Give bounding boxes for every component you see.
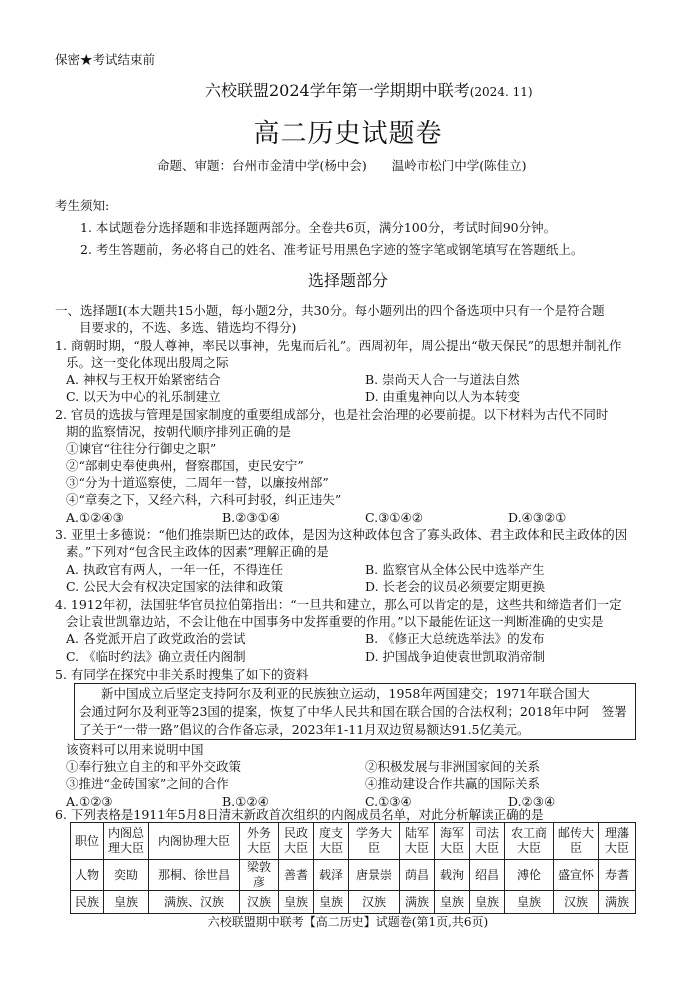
table-cell: 满族	[599, 891, 636, 914]
question-3-stem: 素。”下列对“包含民主政体的因素”理解正确的是	[66, 544, 329, 559]
table-header-row	[71, 823, 636, 860]
q5-option-b: B.①②④	[222, 794, 269, 809]
q3-option-d: D. 长老会的议员必须要定期更换	[365, 579, 546, 594]
q3-option-a: A. 执政官有两人，一年一任，不得连任	[66, 562, 283, 577]
q5-source-text: 了关于“一带一路”倡议的合作备忘录，2023年1-11月双边贸易额达91.5亿美元。	[79, 722, 530, 737]
exam-title	[205, 78, 533, 101]
q5-source-text: 新中国成立后坚定支持阿尔及利亚的民族独立运动，1958年两国建交；1971年联合国大	[101, 686, 590, 701]
q5-source-text: 会通过阿尔及利亚等23国的提案，恢复了中华人民共和国在联合国的合法权利；2018年中阿 签署	[79, 704, 627, 719]
q4-option-d: D. 护国战争迫使袁世凯取消帝制	[365, 649, 546, 664]
table-cell: 那桐、徐世昌	[149, 860, 240, 891]
notice-item: 1. 本试题卷分选择题和非选择题两部分。全卷共6页，满分100分，考试时间90分钟。	[80, 220, 557, 235]
table-cell: 司法大臣	[470, 823, 505, 860]
table-cell: 梁敦彦	[240, 860, 279, 891]
exam-date: (2024. 11)	[469, 85, 533, 99]
question-4-stem: 4. 1912年初，法国驻华官员拉伯第指出：“一旦共和建立，那么可以肯定的是，这些共和缔造者们一定	[55, 597, 622, 612]
table-cell: 度支大臣	[314, 823, 349, 860]
table-cell: 善耆	[279, 860, 314, 891]
table-cell: 汉族	[349, 891, 400, 914]
table-cell: 满族	[400, 891, 435, 914]
q5-option-c: C.①③④	[365, 794, 412, 809]
exam-title-text: 六校联盟2024学年第一学期期中联考	[205, 81, 470, 100]
table-cell: 奕劻	[104, 860, 149, 891]
q5-item: ②积极发展与非洲国家间的关系	[365, 759, 541, 774]
table-cell: 荫昌	[400, 860, 435, 891]
table-cell: 皇族	[505, 891, 554, 914]
q2-option-c: C.③①④②	[365, 510, 423, 525]
paper-title: 高二历史试题卷	[253, 119, 443, 149]
q5-option-a: A.①②③	[66, 794, 113, 809]
table-cell: 皇族	[470, 891, 505, 914]
table-cell: 内阁协理大臣	[149, 823, 240, 860]
q2-option-b: B.②③①④	[222, 510, 280, 525]
table-cell: 海军大臣	[435, 823, 470, 860]
table-cell: 理藩大臣	[599, 823, 636, 860]
table-cell: 内阁总理大臣	[104, 823, 149, 860]
table-cell: 汉族	[554, 891, 599, 914]
table-row	[71, 891, 636, 914]
q4-option-c: C. 《临时约法》确立责任内阁制	[66, 649, 246, 664]
question-1-stem: 1. 商朝时期，“殷人尊神，率民以事神，先鬼而后礼”。西周初年，周公提出“敬天保民”的思想并制礼作	[55, 338, 622, 353]
question-4-stem: 会让袁世凯靠边站，不会让他在中国事务中发挥重要的作用。”以下最能佐证这一判断准确的史实是	[66, 614, 604, 629]
q2-item: ④“章奏之下，又经六科，六科可封驳，纠正违失”	[66, 492, 342, 507]
q5-source-box	[74, 683, 636, 740]
q4-option-a: A. 各党派开启了政党政治的尝试	[66, 631, 246, 646]
table-cell: 皇族	[314, 891, 349, 914]
table-row	[71, 860, 636, 891]
q1-option-d: D. 由重鬼神向以人为本转变	[365, 389, 521, 404]
notice-heading: 考生须知:	[55, 198, 110, 213]
table-cell: 盛宣怀	[554, 860, 599, 891]
q5-lead: 该资料可以用来说明中国	[66, 742, 204, 757]
table-cell: 陆军大臣	[400, 823, 435, 860]
table-cell: 皇族	[279, 891, 314, 914]
question-2-stem: 2. 官员的选拔与管理是国家制度的重要组成部分，也是社会治理的必要前提。以下材料为古代不同时	[55, 407, 609, 422]
q2-option-d: D.④③②①	[508, 510, 567, 525]
table-cell: 皇族	[435, 891, 470, 914]
table-cell: 职位	[71, 823, 104, 860]
question-2-stem: 期的监察情况，按朝代顺序排列正确的是	[66, 424, 292, 439]
question-1-stem: 乐。这一变化体现出殷周之际	[66, 355, 229, 370]
table-cell: 民政大臣	[279, 823, 314, 860]
table-cell: 绍昌	[470, 860, 505, 891]
q3-option-b: B. 监察官从全体公民中选举产生	[365, 562, 545, 577]
question-6-stem: 6. 下列表格是1911年5月8日清末新政首次组织的内阁成员名单，对此分析解读正确的是	[55, 807, 544, 822]
q5-item: ③推进“金砖国家”之间的合作	[66, 776, 229, 791]
table-cell: 人物	[71, 860, 104, 891]
table-cell: 载泽	[314, 860, 349, 891]
section-intro: 目要求的，不选、多选、错选均不得分)	[79, 320, 297, 335]
confidential-label: 保密★考试结束前	[55, 52, 156, 67]
q1-option-c: C. 以天为中心的礼乐制建立	[66, 389, 221, 404]
table-cell: 汉族	[240, 891, 279, 914]
q1-option-b: B. 崇尚天人合一与道法自然	[365, 372, 520, 387]
q4-option-b: B. 《修正大总统选举法》的发布	[365, 631, 545, 646]
q1-option-a: A. 神权与王权开始紧密结合	[66, 372, 221, 387]
q2-item: ③“分为十道巡察使，二周年一替，以廉按州部”	[66, 475, 329, 490]
table-cell: 寿耆	[599, 860, 636, 891]
q2-item: ①谏官“往往分行御史之职”	[66, 441, 217, 456]
table-cell: 民族	[71, 891, 104, 914]
table-cell: 唐景崇	[349, 860, 400, 891]
section-title: 选择题部分	[307, 271, 388, 290]
q5-option-d: D.②③④	[508, 794, 556, 809]
table-cell: 溥伦	[505, 860, 554, 891]
q2-option-a: A.①②④③	[66, 510, 124, 525]
table-cell: 载洵	[435, 860, 470, 891]
question-3-stem: 3. 亚里士多德说：“他们推崇斯巴达的政体，是因为这种政体包含了寡头政体、君主政体和民主政体的因	[55, 527, 628, 542]
cabinet-table	[70, 822, 636, 914]
q3-option-c: C. 公民大会有权决定国家的法律和政策	[66, 579, 284, 594]
q5-item: ①奉行独立自主的和平外交政策	[66, 759, 242, 774]
q2-item: ②“部刺史奉使典州，督察郡国，吏民安宁”	[66, 458, 304, 473]
table-cell: 皇族	[104, 891, 149, 914]
authors-line: 命题、审题：台州市金清中学(杨中会) 温岭市松门中学(陈佳立)	[157, 158, 527, 173]
page-footer: 六校联盟期中联考【高二历史】试题卷(第1页,共6页)	[207, 915, 489, 929]
table-cell: 外务大臣	[240, 823, 279, 860]
table-cell: 邮传大臣	[554, 823, 599, 860]
q5-item: ④推动建设合作共赢的国际关系	[365, 776, 541, 791]
notice-item: 2. 考生答题前，务必将自己的姓名、准考证号用黑色字迹的签字笔或钢笔填写在答题纸上。	[80, 242, 584, 257]
question-5-stem: 5. 有同学在探究中非关系时搜集了如下的资料	[55, 667, 309, 682]
table-cell: 满族、汉族	[149, 891, 240, 914]
section-intro: 一、选择题Ⅰ(本大题共15小题，每小题2分，共30分。每小题列出的四个备选项中只有一个是符合题	[55, 303, 605, 318]
table-cell: 农工商大臣	[505, 823, 554, 860]
table-cell: 学务大臣	[349, 823, 400, 860]
